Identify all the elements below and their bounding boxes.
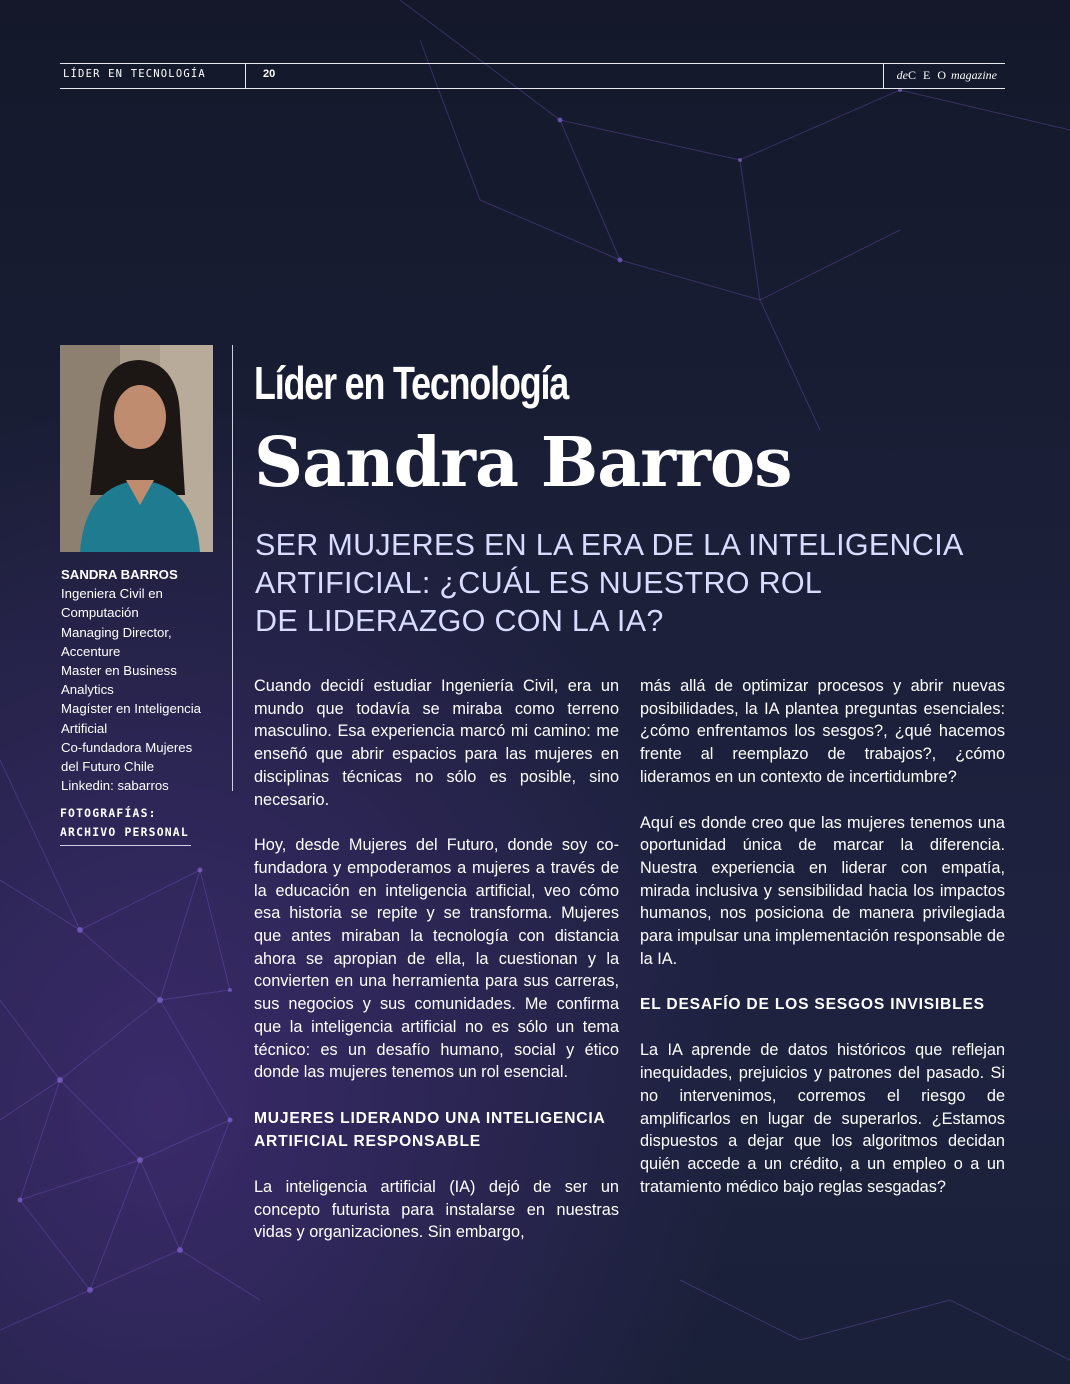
portrait-photo	[60, 345, 213, 552]
body-column-right	[640, 675, 1005, 1221]
article-subtitle: SER MUJERES EN LA ERA DE LA INTELIGENCIA ARTIFICIAL: ¿CUÁL ES NUESTRO ROL DE LIDERAZGO CON LA IA?	[255, 528, 964, 638]
paragraph: Cuando decidí estudiar Ingeniería Civil, era un mundo que todavía se miraba como terreno masculino. Esa experiencia marcó mi camino: me enseñó que abrir espacios para las mujeres en disciplinas técnicas no sólo es posible, sino necesario.	[254, 677, 619, 809]
bio-line: Master en Business	[61, 663, 177, 679]
magazine-logo: deC E O magazine	[896, 68, 997, 82]
header-divider	[245, 64, 246, 88]
bio-line: Artificial	[61, 720, 108, 736]
bio-line: del Futuro Chile	[61, 759, 155, 775]
bio-line: Co-fundadora Mujeres	[61, 739, 193, 755]
header-divider	[883, 64, 884, 88]
bio-line: Magíster en Inteligencia	[61, 701, 202, 717]
article-kicker: Líder en Tecnología	[254, 357, 569, 409]
author-name: SANDRA BARROS	[61, 567, 178, 582]
bio-line: Ingeniera Civil en	[61, 586, 163, 602]
photo-credit: FOTOGRAFÍAS: ARCHIVO PERSONAL	[60, 804, 191, 846]
section-label: LÍDER EN TECNOLOGÍA	[63, 68, 206, 80]
bio-line: Analytics	[61, 682, 114, 698]
paragraph: Aquí es donde creo que las mujeres tenemos una oportunidad única de marcar la diferencia. Nuestra experiencia en liderar con empatía, mirada inclusiva y sensibilidad hacia los impactos humanos, nos posiciona de manera privilegiada para impulsar una implementación responsable de la IA.	[640, 813, 1005, 968]
article-title: Sandra Barros	[254, 423, 792, 503]
section-heading: MUJERES LIDERANDO UNA INTELIGENCIA ARTIFICIAL RESPONSABLE	[254, 1109, 605, 1150]
bio-line: Managing Director,	[61, 624, 172, 640]
author-bio	[61, 565, 231, 795]
paragraph: La inteligencia artificial (IA) dejó de ser un concepto futurista para instalarse en nuestras vidas y organizaciones. Sin embargo,	[254, 1177, 619, 1242]
page-number: 20	[263, 68, 276, 80]
sidebar-divider	[232, 345, 233, 791]
paragraph: más allá de optimizar procesos y abrir nuevas posibilidades, la IA plantea preguntas esenciales: ¿cómo enfrentamos los sesgos?, ¿qué hacemos frente al reemplazo de trabajos?, ¿cómo lideramos en un contexto de incertidumbre?	[640, 677, 1005, 786]
bio-line: Computación	[61, 605, 139, 621]
linkedin-handle: Linkedin: sabarros	[61, 778, 169, 794]
bio-line: Accenture	[61, 643, 121, 659]
body-column-left	[254, 675, 619, 1267]
running-header	[60, 63, 1005, 89]
paragraph: La IA aprende de datos históricos que reflejan inequidades, prejuicios y patrones del pasado. Si no intervenimos, corremos el riesgo de amplificarlos en lugar de superarlos. ¿Estamos dispuestos a dejar que los algoritmos decidan quién accede a un crédito, a un empleo o a un tratamiento médico bajo reglas sesgadas?	[640, 1041, 1005, 1196]
section-heading: EL DESAFÍO DE LOS SESGOS INVISIBLES	[640, 996, 985, 1014]
paragraph: Hoy, desde Mujeres del Futuro, donde soy co-fundadora y empoderamos a mujeres a través de la educación en inteligencia artificial, veo cómo esa historia se repite y se transforma. Mujeres que antes miraban la tecnología con distancia ahora se apropian de ella, la cuestionan y la convierten en una herramienta para sus carreras, sus negocios y sus comunidades. Me confirma que la inteligencia artificial no es sólo un tema técnico: es un desafío humano, social y ético donde las mujeres tenemos un rol esencial.	[254, 836, 619, 1082]
